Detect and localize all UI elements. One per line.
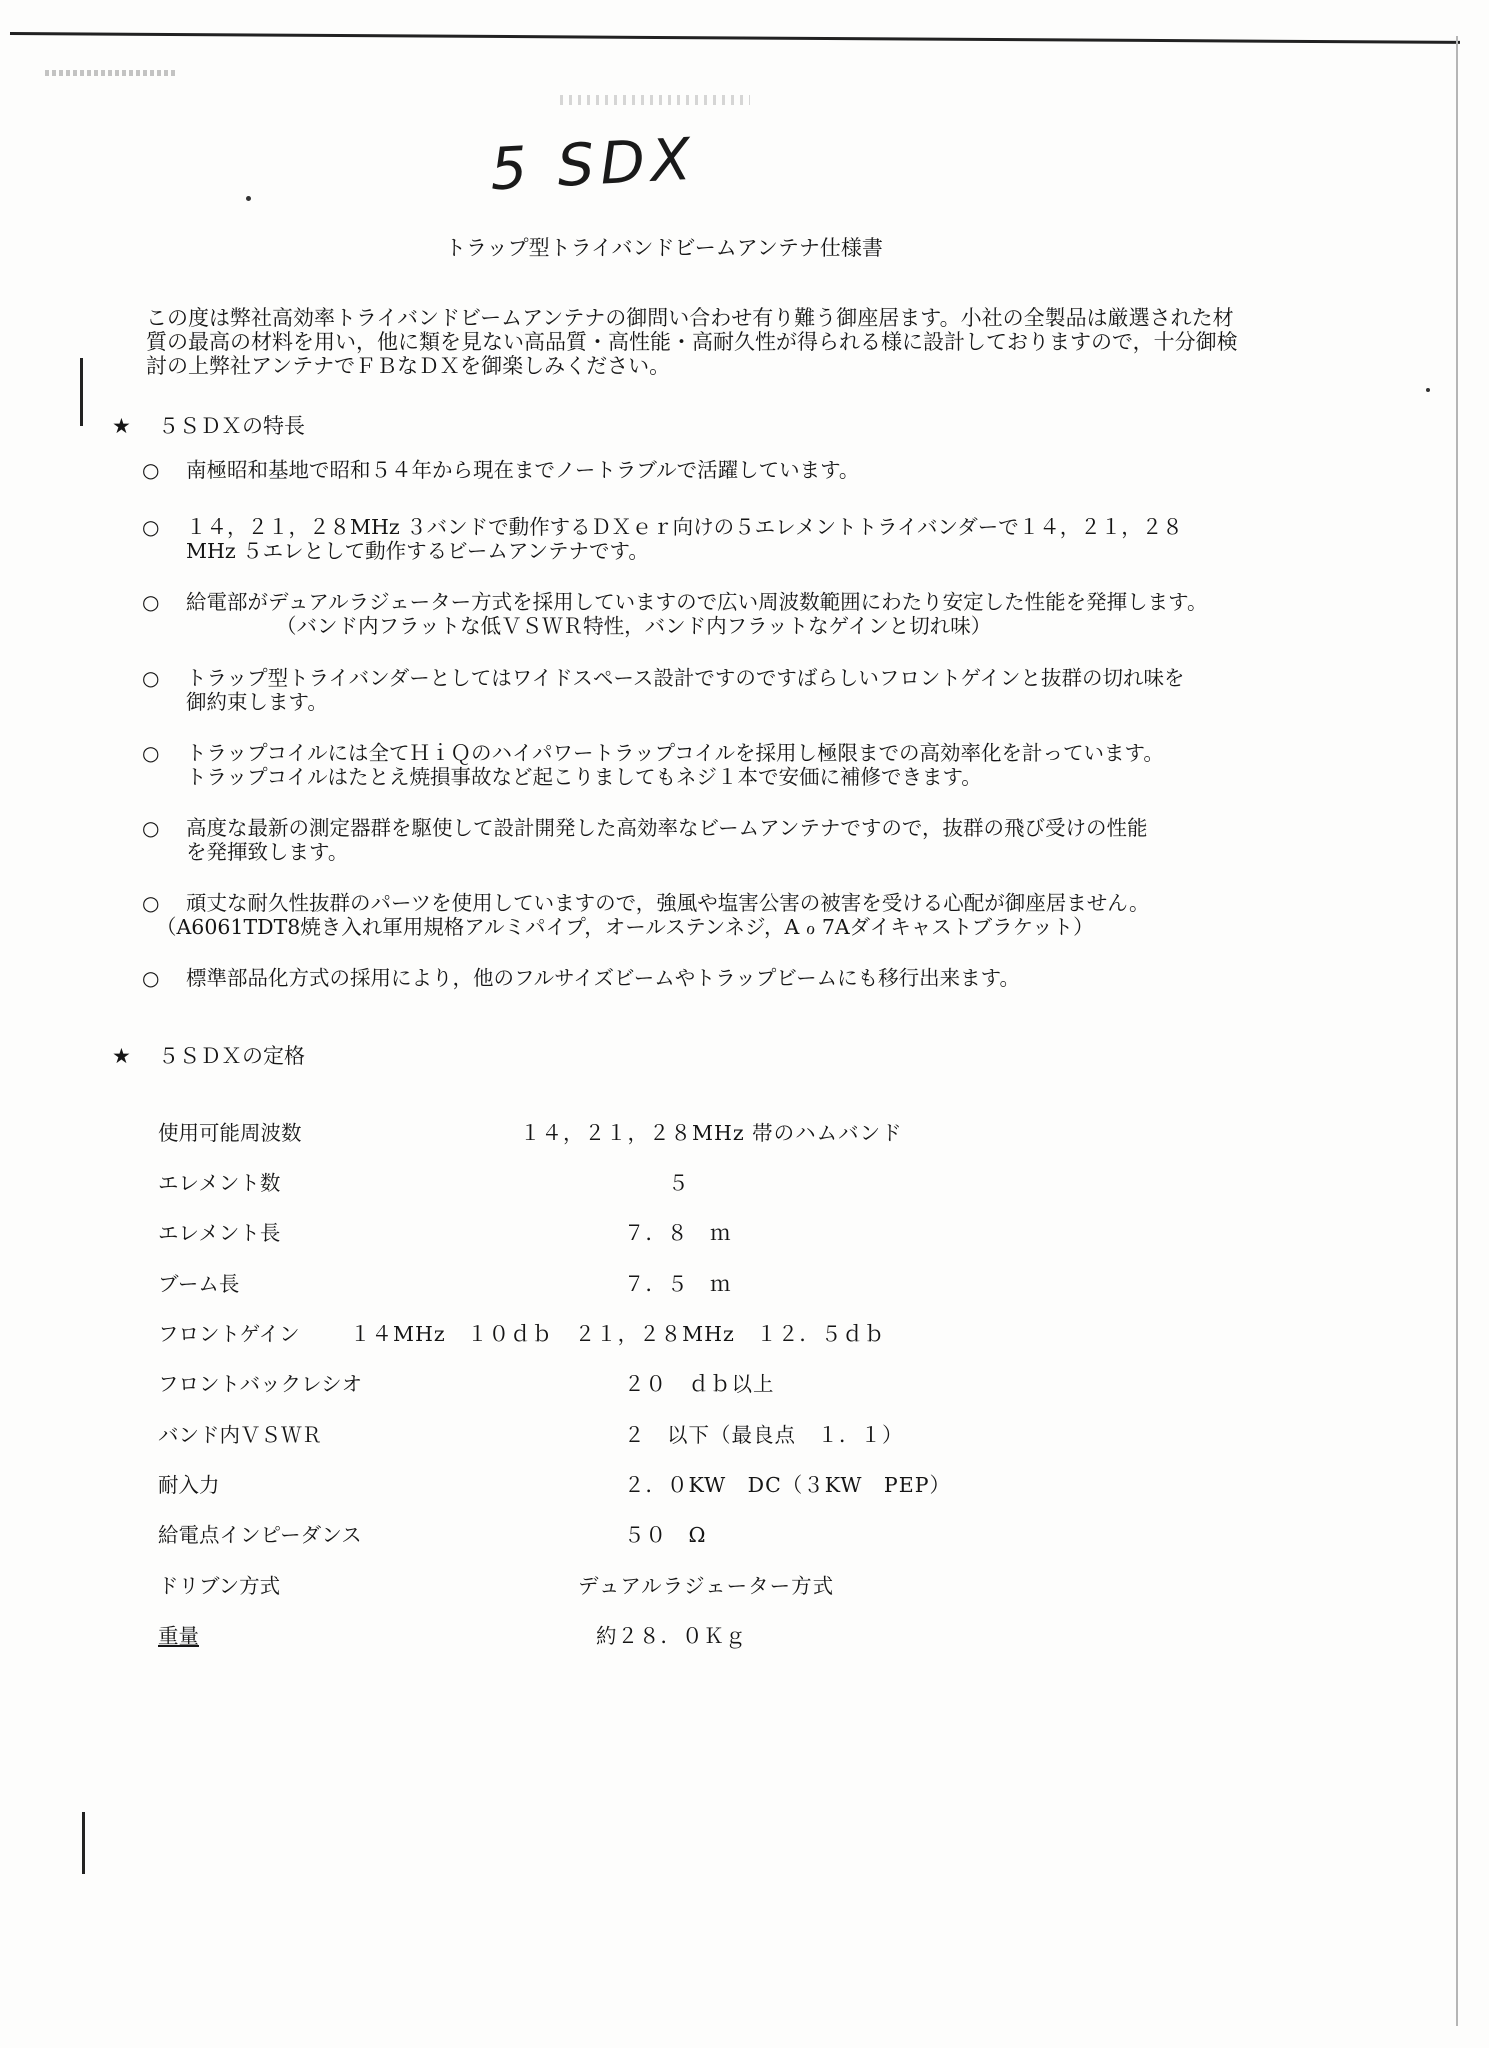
bullet-circle-icon: ○ — [142, 891, 160, 915]
scan-right-edge — [1456, 36, 1458, 2026]
intro-paragraph — [146, 306, 1276, 378]
spec-label: バンド内ＶＳＷＲ — [158, 1423, 322, 1447]
scan-smudge — [45, 70, 175, 76]
spec-label: 耐入力 — [158, 1473, 220, 1497]
spec-value: ７．８ ｍ — [624, 1221, 732, 1245]
feature-line: 頑丈な耐久性抜群のパーツを使用していますので，強風や塩害公害の被害を受ける心配が御座居ません。 — [186, 891, 1150, 915]
spec-value: １４，２１，２８MHz 帯のハムバンド — [520, 1121, 903, 1145]
spec-value: 約２８．０Ｋｇ — [596, 1624, 747, 1648]
features-heading — [112, 410, 305, 440]
margin-mark — [82, 1812, 85, 1874]
intro-line: この度は弊社高効率トライバンドビームアンテナの御問い合わせ有り難う御座居ます。小社の全製品は厳選された材 — [146, 306, 1234, 330]
spec-label: 重量 — [158, 1624, 199, 1648]
feature-line: を発揮致します。 — [186, 840, 349, 864]
document-title: トラップ型トライバンドビームアンテナ仕様書 — [445, 236, 883, 260]
feature-line: トラップ型トライバンダーとしてはワイドスペース設計ですのですばらしいフロントゲインと抜群の切れ味を — [186, 666, 1185, 690]
spec-label: 使用可能周波数 — [158, 1121, 302, 1145]
star-icon: ★ — [112, 414, 131, 438]
feature-line: 高度な最新の測定器群を駆使して設計開発した高効率なビームアンテナですので，抜群の飛び受けの性能 — [186, 816, 1148, 840]
spec-value: ２．０KW DC（３KW PEP） — [624, 1473, 951, 1497]
bullet-circle-icon: ○ — [142, 966, 160, 990]
bullet-circle-icon: ○ — [142, 458, 160, 482]
bullet-circle-icon: ○ — [142, 515, 160, 539]
feature-line: MHz ５エレとして動作するビームアンテナです。 — [186, 539, 649, 563]
handwritten-model-name: 5 SDX — [488, 124, 699, 204]
feature-line: トラップコイルはたとえ焼損事故など起こりましてもネジ１本で安価に補修できます。 — [186, 765, 982, 789]
feature-line: 標準部品化方式の採用により，他のフルサイズビームやトラップビームにも移行出来ます。 — [186, 966, 1020, 990]
feature-line: １４，２１，２８MHz ３バンドで動作するＤＸｅｒ向けの５エレメントトライバンダーで１４，２１，２８ — [186, 515, 1183, 539]
spec-value: ２ 以下（最良点 １．１） — [624, 1423, 904, 1447]
spec-label: エレメント長 — [158, 1221, 281, 1245]
spec-label: 給電点インピーダンス — [158, 1523, 362, 1547]
spec-label: フロントゲイン — [158, 1322, 300, 1346]
bullet-circle-icon: ○ — [142, 816, 160, 840]
scan-edge-line — [10, 32, 1460, 44]
spec-label: ドリブン方式 — [158, 1574, 281, 1598]
features-heading-text: ５ＳＤＸの特長 — [158, 414, 305, 438]
spec-value: ２０ ｄｂ以上 — [624, 1372, 775, 1396]
scan-smudge — [560, 95, 750, 105]
bullet-circle-icon: ○ — [142, 741, 160, 765]
feature-line: （A6061TDT8焼き入れ軍用規格アルミパイプ，オールステンネジ，A ℴ 7Aダイキャストブラケット） — [156, 915, 1094, 939]
spec-label: エレメント数 — [158, 1171, 281, 1195]
bullet-circle-icon: ○ — [142, 590, 160, 614]
feature-line: トラップコイルには全てＨｉＱのハイパワートラップコイルを採用し極限までの高効率化を計っています。 — [186, 741, 1164, 765]
margin-mark — [80, 358, 83, 426]
spec-label: フロントバックレシオ — [158, 1372, 363, 1396]
spec-value: デュアルラジェーター方式 — [578, 1574, 835, 1598]
feature-line: 南極昭和基地で昭和５４年から現在までノートラブルで活躍しています。 — [186, 458, 860, 482]
spec-value: ５ — [668, 1171, 690, 1195]
feature-line: 給電部がデュアルラジェーター方式を採用していますので広い周波数範囲にわたり安定した性能を発揮します。 — [186, 590, 1208, 614]
scan-speck — [1426, 388, 1430, 392]
specs-heading-text: ５ＳＤＸの定格 — [158, 1044, 305, 1068]
intro-line: 質の最高の材料を用い，他に類を見ない高品質・高性能・高耐久性が得られる様に設計しておりますので，十分御検 — [146, 330, 1238, 354]
spec-value: ７．５ ｍ — [624, 1272, 732, 1296]
scan-speck — [246, 196, 251, 201]
bullet-circle-icon: ○ — [142, 666, 160, 690]
feature-line: 御約束します。 — [186, 690, 328, 714]
specs-heading — [112, 1040, 305, 1070]
spec-label: ブーム長 — [158, 1272, 240, 1296]
feature-line: （バンド内フラットな低ＶＳＷＲ特性，バンド内フラットなゲインと切れ味） — [276, 614, 992, 638]
star-icon: ★ — [112, 1044, 131, 1068]
spec-value: １４MHz １０ｄｂ ２１，２８MHz １２．５ｄｂ — [350, 1322, 886, 1346]
intro-line: 討の上弊社アンテナでＦＢなＤＸを御楽しみください。 — [146, 354, 671, 378]
spec-value: ５０ Ω — [624, 1523, 707, 1547]
